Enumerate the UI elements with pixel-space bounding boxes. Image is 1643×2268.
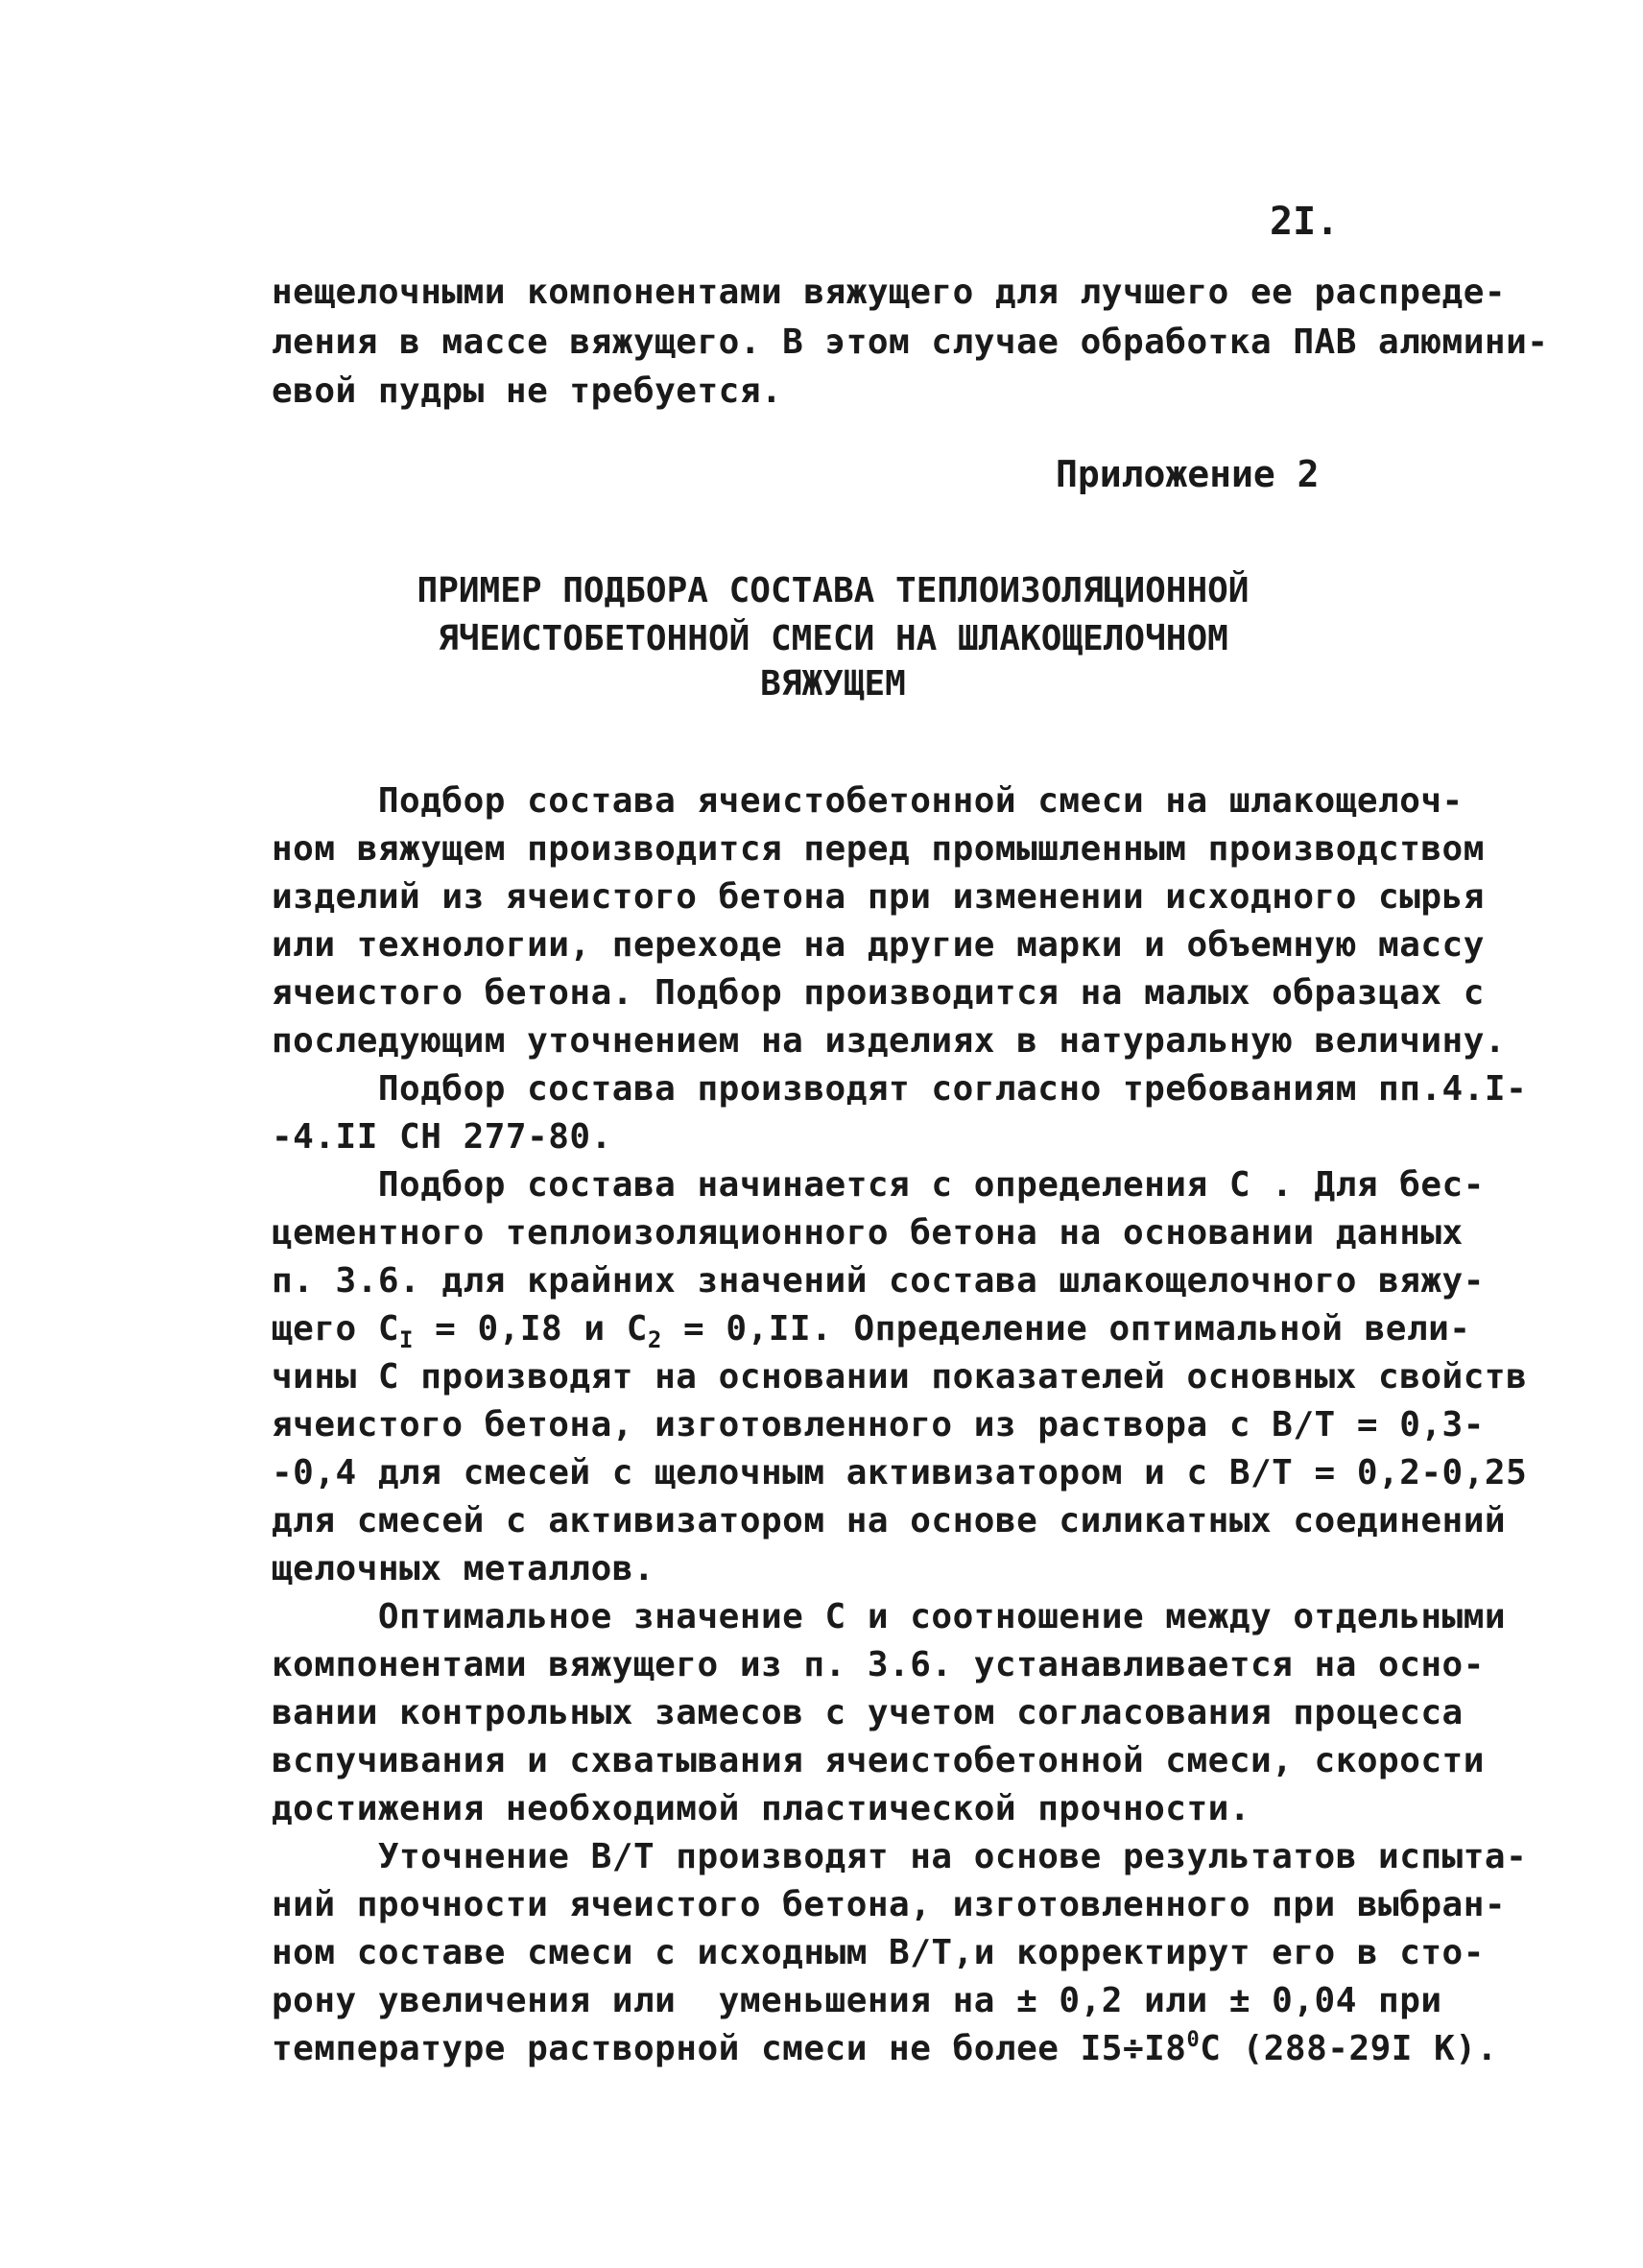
intro-line: евой пудры не требуется. [272, 371, 783, 411]
temperature-prefix: температуре растворной смеси не более I5÷I8 [272, 2029, 1187, 2068]
title-line: ВЯЖУЩЕМ [760, 664, 906, 704]
intro-line: нещелочными компонентами вяжущего для лучшего ее распреде- [272, 273, 1507, 312]
formula-prefix: щего С [272, 1309, 400, 1349]
appendix-label: Приложение 2 [1056, 453, 1320, 495]
body-line: ячеистого бетона, изготовленного из раствора с В/Т = 0,3- [272, 1405, 1485, 1444]
body-line: вспучивания и схватывания ячеистобетонной смеси, скорости [272, 1741, 1485, 1780]
body-line: Подбор состава ячеистобетонной смеси на шлакощелоч- [272, 781, 1464, 821]
body-line: чины С производят на основании показателей основных свойств [272, 1357, 1528, 1397]
body-line: ячеистого бетона. Подбор производится на малых образцах с [272, 973, 1485, 1013]
body-line: рону увеличения или уменьшения на ± 0,2 или ± 0,04 при [272, 1981, 1442, 2020]
formula-line [272, 1307, 1470, 1351]
subscript-1: I [399, 1326, 414, 1353]
degree-superscript: 0 [1186, 2028, 1201, 2052]
body-line: компонентами вяжущего из п. 3.6. устанавливается на осно- [272, 1645, 1485, 1684]
title-line: ЯЧЕИСТОБЕТОННОЙ СМЕСИ НА ШЛАКОЩЕЛОЧНОМ [438, 619, 1228, 658]
body-line: Оптимальное значение С и соотношение между отдельными [272, 1597, 1507, 1636]
body-line: ном вяжущем производится перед промышленным производством [272, 829, 1485, 869]
body-line: п. 3.6. для крайних значений состава шлакощелочного вяжу- [272, 1261, 1485, 1301]
body-line: ний прочности ячеистого бетона, изготовленного при выбран- [272, 1885, 1507, 1924]
title-line: ПРИМЕР ПОДБОРА СОСТАВА ТЕПЛОИЗОЛЯЦИОННОЙ [417, 571, 1250, 610]
body-line: вании контрольных замесов с учетом согласования процесса [272, 1693, 1464, 1732]
temperature-line [272, 2027, 1498, 2071]
intro-line: ления в массе вяжущего. В этом случае обработка ПАВ алюмини- [272, 322, 1549, 362]
body-line: для смесей с активизатором на основе силикатных соединений [272, 1501, 1507, 1540]
formula-mid: = 0,I8 и С [414, 1309, 648, 1349]
body-line: щелочных металлов. [272, 1549, 655, 1588]
formula-suffix: = 0,II. Определение оптимальной вели- [661, 1309, 1471, 1349]
page-number: 2I. [1270, 200, 1340, 244]
body-line: последующим уточнением на изделиях в натуральную величину. [272, 1021, 1507, 1061]
subscript-2: 2 [647, 1326, 662, 1353]
temperature-suffix: С (288-29I К). [1200, 2029, 1498, 2068]
body-line: Подбор состава производят согласно требованиям пп.4.I- [272, 1069, 1528, 1109]
body-line: цементного теплоизоляционного бетона на основании данных [272, 1213, 1464, 1253]
body-line: изделий из ячеистого бетона при изменении исходного сырья [272, 877, 1485, 917]
body-line: Уточнение В/Т производят на основе результатов испыта- [272, 1837, 1528, 1876]
body-line: или технологии, переходе на другие марки и объемную массу [272, 925, 1485, 965]
body-line: -0,4 для смесей с щелочным активизатором и с В/Т = 0,2-0,25 [272, 1453, 1528, 1492]
body-line: достижения необходимой пластической прочности. [272, 1789, 1250, 1828]
body-line: -4.II СН 277-80. [272, 1117, 612, 1157]
body-line: Подбор состава начинается с определения С . Для бес- [272, 1165, 1485, 1205]
body-line: ном составе смеси с исходным В/Т,и корректирут его в сто- [272, 1933, 1485, 1972]
